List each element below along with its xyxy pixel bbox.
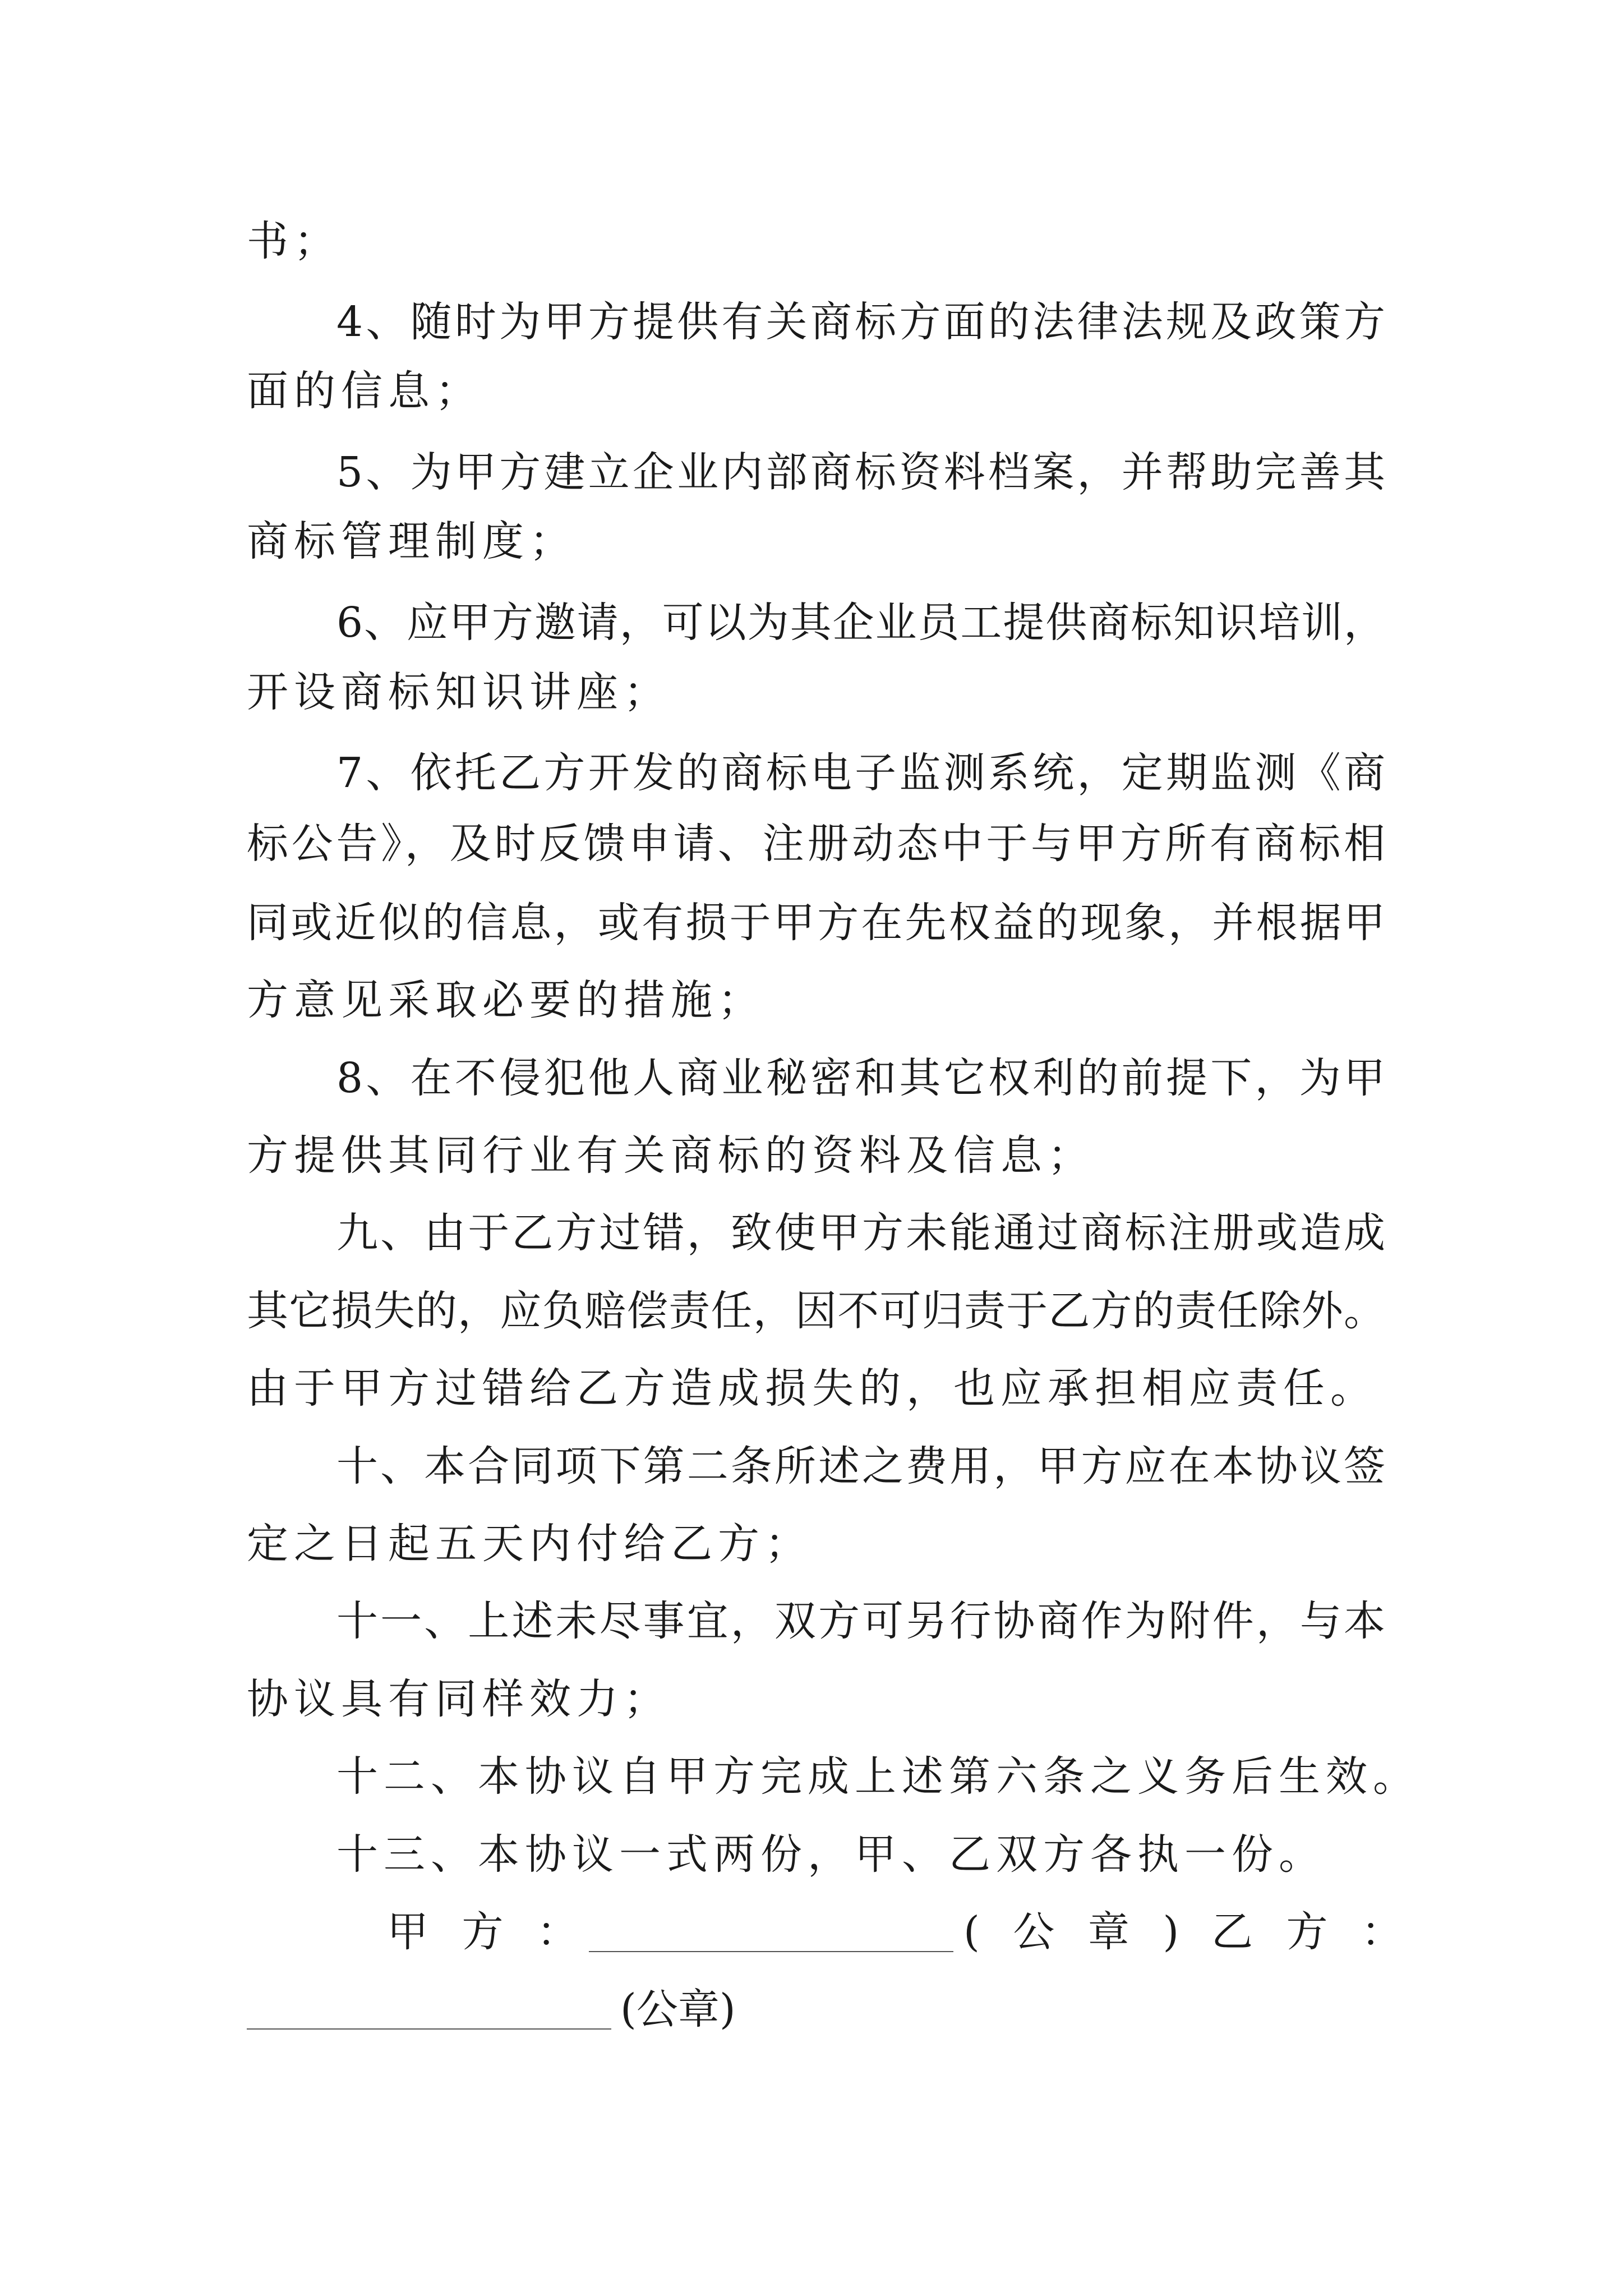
party-b-label: 乙 方 ： xyxy=(1211,1908,1413,1956)
text-line: 方提供其同行业有关商标的资料及信息； xyxy=(247,1131,1095,1180)
text-line: 面的信息； xyxy=(247,367,482,415)
text-line: 书； xyxy=(247,217,341,265)
text-line: 十三、本协议一式两份，甲、乙双方各执一份。 xyxy=(336,1830,1326,1879)
text-line: 十一、上述未尽事宜，双方可另行协商作为附件，与本 xyxy=(336,1597,1385,1645)
text-line: 其它损失的，应负赔偿责任，因不可归责于乙方的责任除外。 xyxy=(247,1287,1385,1335)
text-line: 8、在不侵犯他人商业秘密和其它权利的前提下，为甲 xyxy=(336,1054,1385,1102)
text-line: 协议具有同样效力； xyxy=(247,1675,671,1723)
signature-row xyxy=(247,1905,1413,1959)
text-line: 十、本合同项下第二条所述之费用，甲方应在本协议签 xyxy=(336,1442,1385,1490)
party-a-seal-label: ( 公 章 ) xyxy=(963,1908,1189,1956)
text-line: 5、为甲方建立企业内部商标资料档案，并帮助完善其 xyxy=(336,448,1385,496)
text-line: 定之日起五天内付给乙方； xyxy=(247,1520,812,1568)
party-a-label: 甲 方 ： xyxy=(387,1908,589,1956)
text-line: 4、随时为甲方提供有关商标方面的法律法规及政策方 xyxy=(336,298,1385,346)
text-line: 同或近似的信息，或有损于甲方在先权益的现象，并根据甲 xyxy=(247,899,1385,947)
text-line: 十二、本协议自甲方完成上述第六条之义务后生效。 xyxy=(336,1752,1420,1801)
text-line: 7、依托乙方开发的商标电子监测系统，定期监测《商 xyxy=(336,749,1385,797)
text-line: 开设商标知识讲座； xyxy=(247,668,671,716)
party-b-signature-line xyxy=(247,1991,611,2030)
party-b-seal-label: (公章) xyxy=(620,1985,736,2033)
text-line: 标公告》，及时反馈申请、注册动态中于与甲方所有商标相 xyxy=(247,820,1385,868)
text-line: 由于甲方过错给乙方造成损失的，也应承担相应责任。 xyxy=(247,1364,1377,1412)
text-line: 方意见采取必要的措施； xyxy=(247,976,765,1024)
text-line: 6、应甲方邀请，可以为其企业员工提供商标知识培训， xyxy=(336,599,1385,647)
signature-row xyxy=(247,1982,1385,2036)
document-page xyxy=(247,0,1420,2296)
text-line: 商标管理制度； xyxy=(247,517,577,565)
party-a-signature-line xyxy=(589,1914,953,1952)
text-line: 九、由于乙方过错，致使甲方未能通过商标注册或造成 xyxy=(336,1209,1385,1257)
